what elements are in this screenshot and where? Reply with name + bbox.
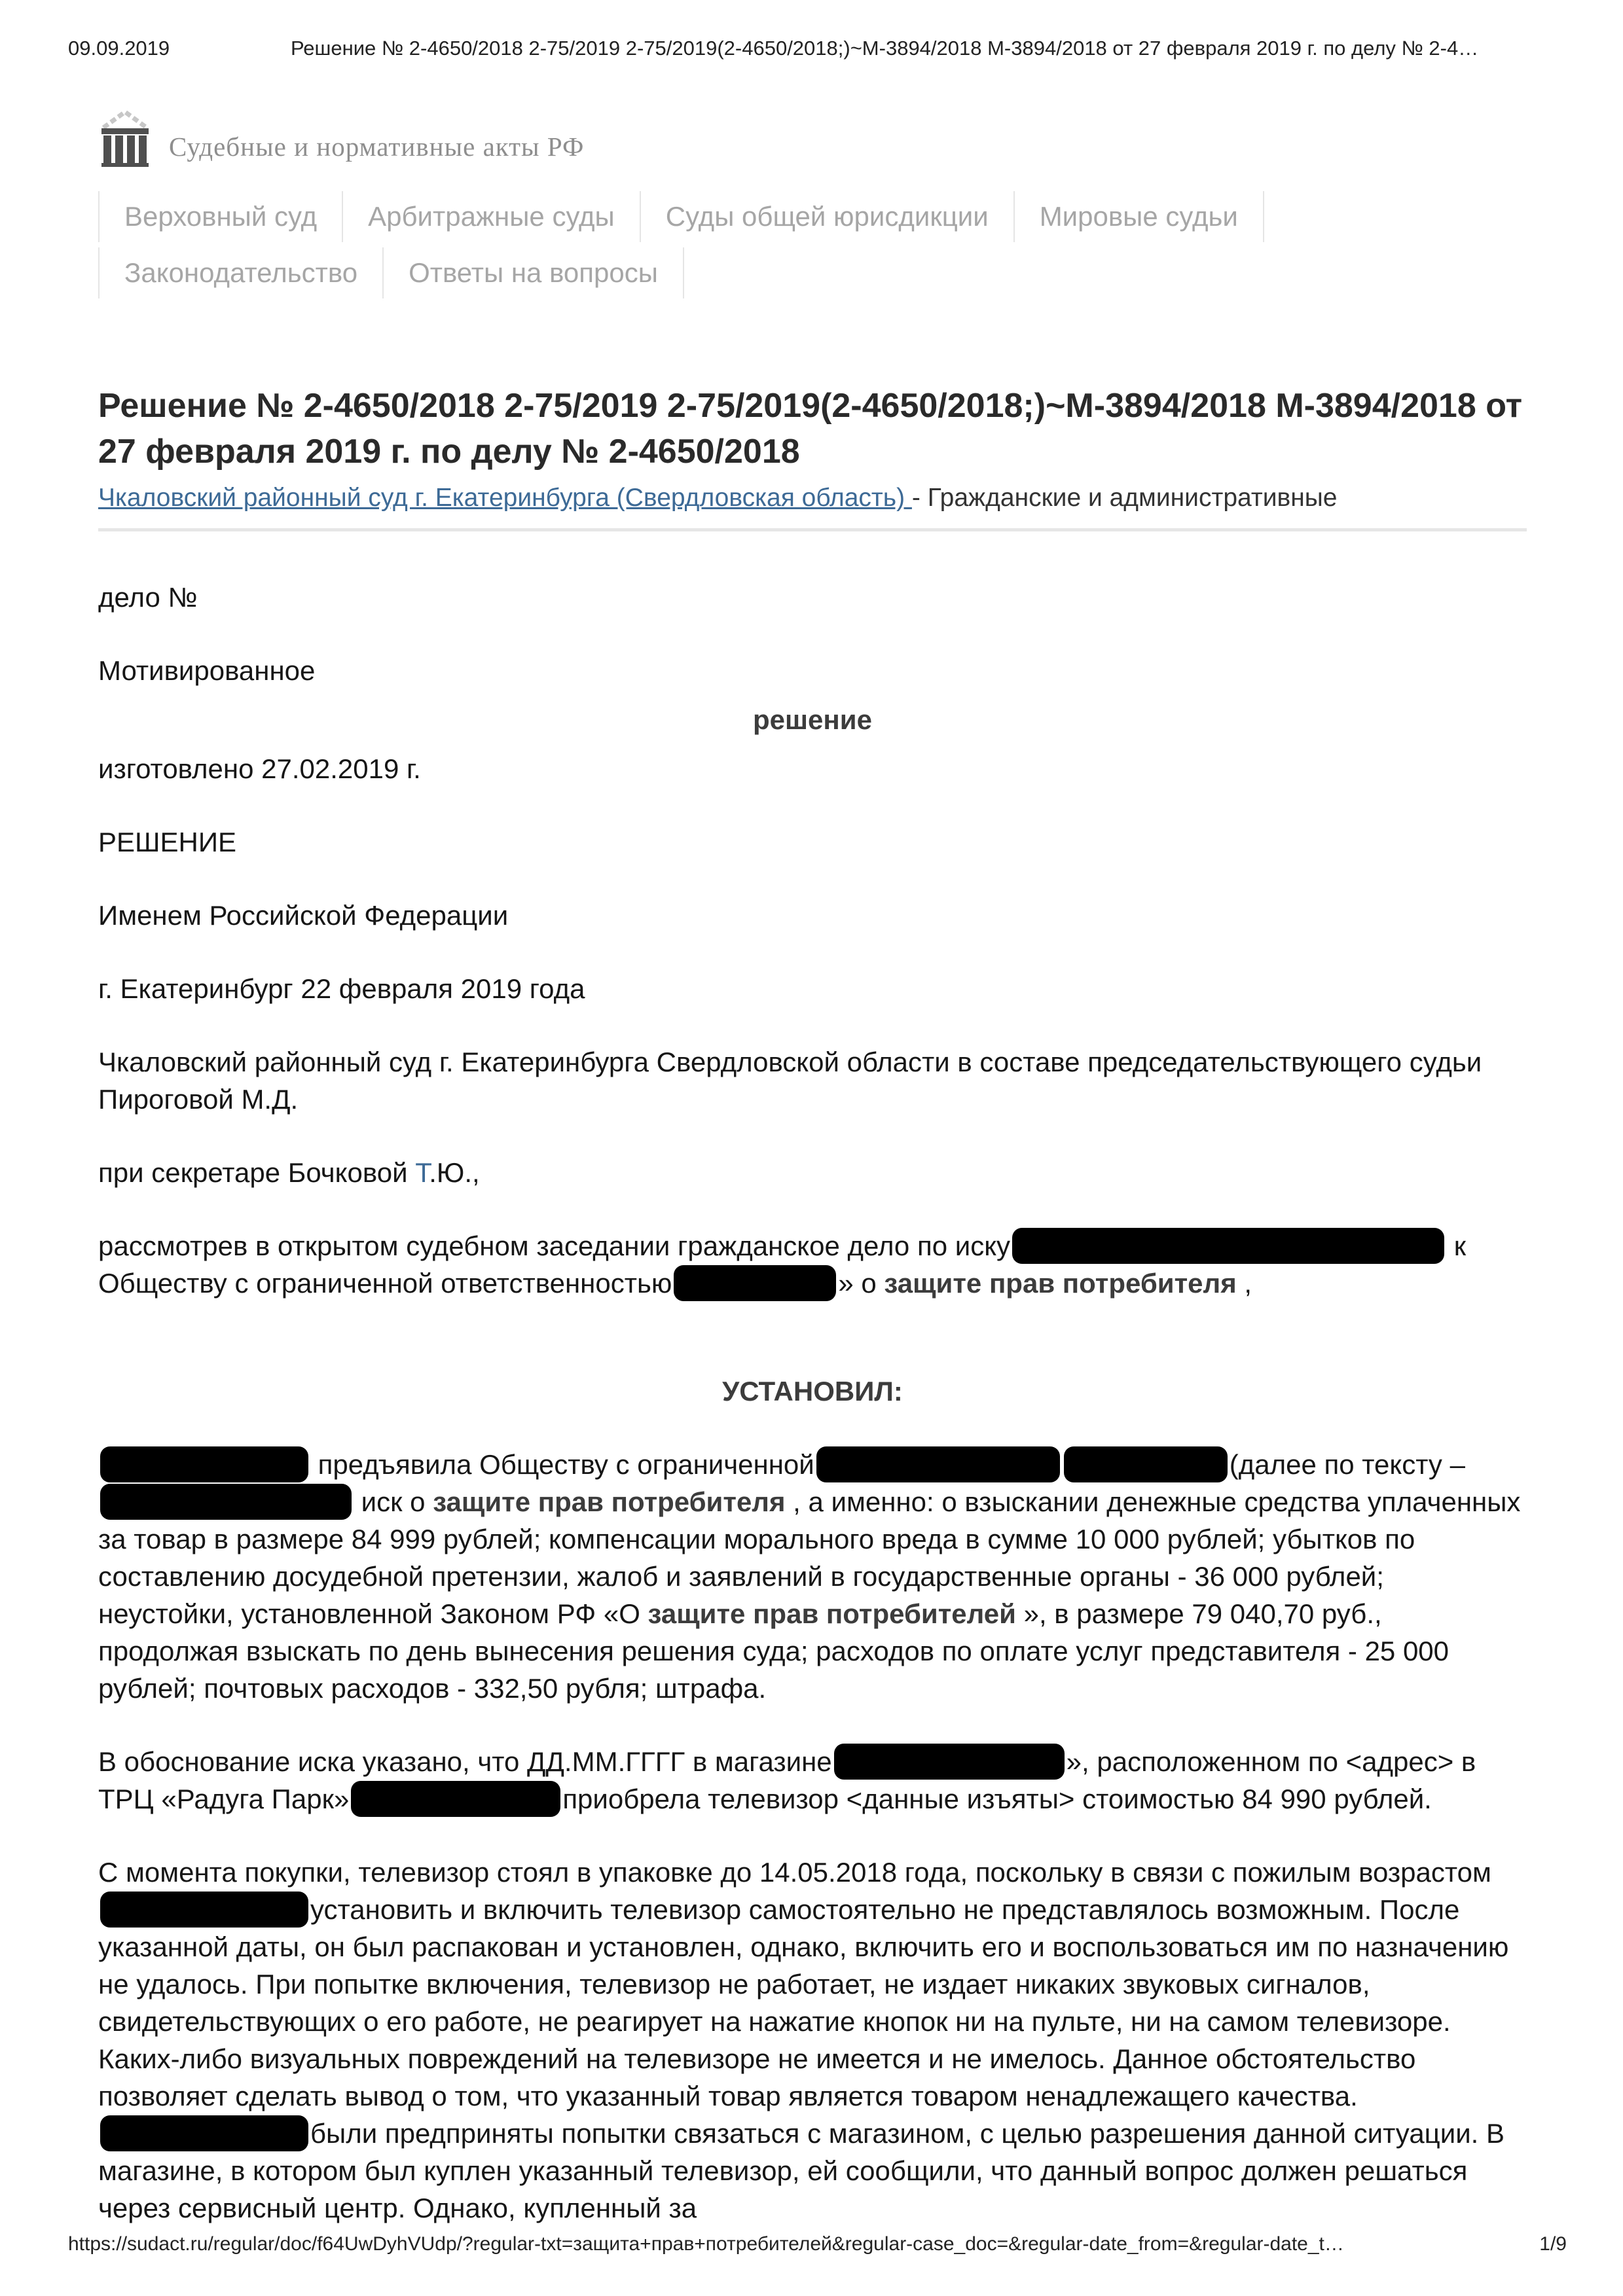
site-nav (98, 191, 1525, 304)
page-indicator: 1/9 (1539, 2233, 1567, 2255)
site-logo (98, 108, 584, 168)
highlighted-search-term: защите прав потребителей (647, 1598, 1016, 1629)
print-page-title: Решение № 2-4650/2018 2-75/2019 2-75/2019(2-4650/2018;)~М-3894/2018 М-3894/2018 от 27 февраля 2019 г. по делу № 2-4… (290, 37, 1479, 60)
paragraph: дело № (98, 582, 198, 613)
redaction-box (1012, 1228, 1444, 1264)
court-link[interactable]: Чкаловский районный суд г. Екатеринбурга (Свердловская область) (98, 484, 912, 512)
highlighted-search-term: защите прав потребителя (884, 1268, 1237, 1299)
nav-item-top-3[interactable]: Мировые судьи (1013, 191, 1264, 242)
divider (98, 528, 1527, 531)
paragraph: рассмотрев в открытом судебном заседании гражданское дело по иску к Обществу с ограниченной ответственностью » о защите прав потребителя , (98, 1227, 1527, 1302)
print-source-url: https://sudact.ru/regular/doc/f64UwDyhVUdp/?regular-txt=защита+прав+потребителей&regular-case_doc=&regular-date_from=&regular-date_t… (68, 2233, 1344, 2255)
paragraph: Чкаловский районный суд г. Екатеринбурга Свердловской области в составе председательствующего судьи Пироговой М.Д. (98, 1047, 1482, 1115)
paragraph: при секретаре Бочковой Т.Ю., (98, 1157, 480, 1188)
redaction-box (674, 1265, 836, 1301)
paragraph: предъявила Обществу с ограниченной (далее по тексту – иск о защите прав потребителя , а именно: о взыскании денежные средства уплаченных за товар в размере 84 999 рублей; компенсации морального вреда в сумме 10 000 рублей; убытков по составлению досудебной претензии, жалоб и заявлений в государственные органы - 36 000 рублей; неустойки, установленной Законом РФ «О защите прав потребителей », в размере 79 040,70 руб., продолжая взыскать по день вынесения решения суда; расходов по оплате услуг представителя - 25 000 рублей; почтовых расходов - 332,50 рубля; штрафа. (98, 1446, 1527, 1707)
print-date: 09.09.2019 (68, 37, 170, 60)
paragraph (98, 1372, 1527, 1410)
inline-person-link[interactable]: Т (415, 1157, 429, 1188)
court-line (98, 481, 1527, 515)
paragraph: г. Екатеринбург 22 февраля 2019 года (98, 973, 585, 1004)
highlighted-search-term: защите прав потребителя (433, 1486, 786, 1517)
redaction-box (100, 2115, 308, 2151)
courthouse-building-icon (98, 108, 152, 168)
redaction-box (100, 1446, 308, 1482)
document-body (98, 579, 1527, 2227)
print-footer (68, 2233, 1567, 2255)
paragraph: изготовлено 27.02.2019 г. (98, 753, 421, 784)
redaction-box (351, 1781, 560, 1817)
nav-item-top-1[interactable]: Арбитражные суды (342, 191, 640, 242)
paragraph (98, 701, 1527, 738)
case-title: Решение № 2-4650/2018 2-75/2019 2-75/2019(2-4650/2018;)~М-3894/2018 М-3894/2018 от 27 февраля 2019 г. по делу № 2-4650/2018 (98, 387, 1523, 471)
category-label: - Гражданские и административные (911, 484, 1338, 512)
nav-row-bottom (98, 247, 1525, 298)
nav-item-bottom-1[interactable]: Ответы на вопросы (382, 247, 684, 298)
paragraph: Мотивированное (98, 655, 316, 686)
redaction-box (1064, 1446, 1228, 1482)
paragraph: С момента покупки, телевизор стоял в упаковке до 14.05.2018 года, поскольку в связи с пожилым возрастомустановить и включить телевизор самостоятельно не представлялось возможным. После указанной даты, он был распакован и установлен, однако, включить его и воспользоваться им по назначению не удалось. При попытке включения, телевизор не работает, не издает никаких звуковых сигналов, свидетельствующих о его работе, не реагирует на нажатие кнопок ни на пульте, ни на самом телевизоре. Каких-либо визуальных повреждений на телевизоре не имеется и не имелось. Данное обстоятельство позволяет сделать вывод о том, что указанный товар является товаром ненадлежащего качества.были предприняты попытки связаться с магазином, с целью разрешения данной ситуации. В магазине, в котором был куплен указанный телевизор, ей сообщили, что данный вопрос должен решаться через сервисный центр. Однако, купленный за (98, 1857, 1509, 2223)
document (98, 383, 1527, 2263)
redaction-box (100, 1892, 308, 1928)
highlighted-search-term: решение (753, 704, 872, 735)
nav-row-top (98, 191, 1525, 242)
nav-item-top-0[interactable]: Верховный суд (98, 191, 342, 242)
paragraph: В обоснование иска указано, что ДД.ММ.ГГГГ в магазине », расположенном по <адрес> в ТРЦ «Радуга Парк» приобрела телевизор <данные изъяты> стоимостью 84 990 рублей. (98, 1743, 1527, 1818)
paragraph: Именем Российской Федерации (98, 900, 509, 931)
print-header (68, 37, 1560, 60)
redaction-box (816, 1446, 1060, 1482)
nav-item-top-2[interactable]: Суды общей юрисдикции (640, 191, 1013, 242)
paragraph: РЕШЕНИЕ (98, 827, 237, 857)
redaction-box (834, 1744, 1065, 1780)
nav-item-bottom-0[interactable]: Законодательство (98, 247, 382, 298)
highlighted-search-term: УСТАНОВИЛ: (722, 1376, 903, 1407)
site-logo-text: Судебные и нормативные акты РФ (169, 132, 585, 162)
redaction-box (100, 1484, 352, 1520)
